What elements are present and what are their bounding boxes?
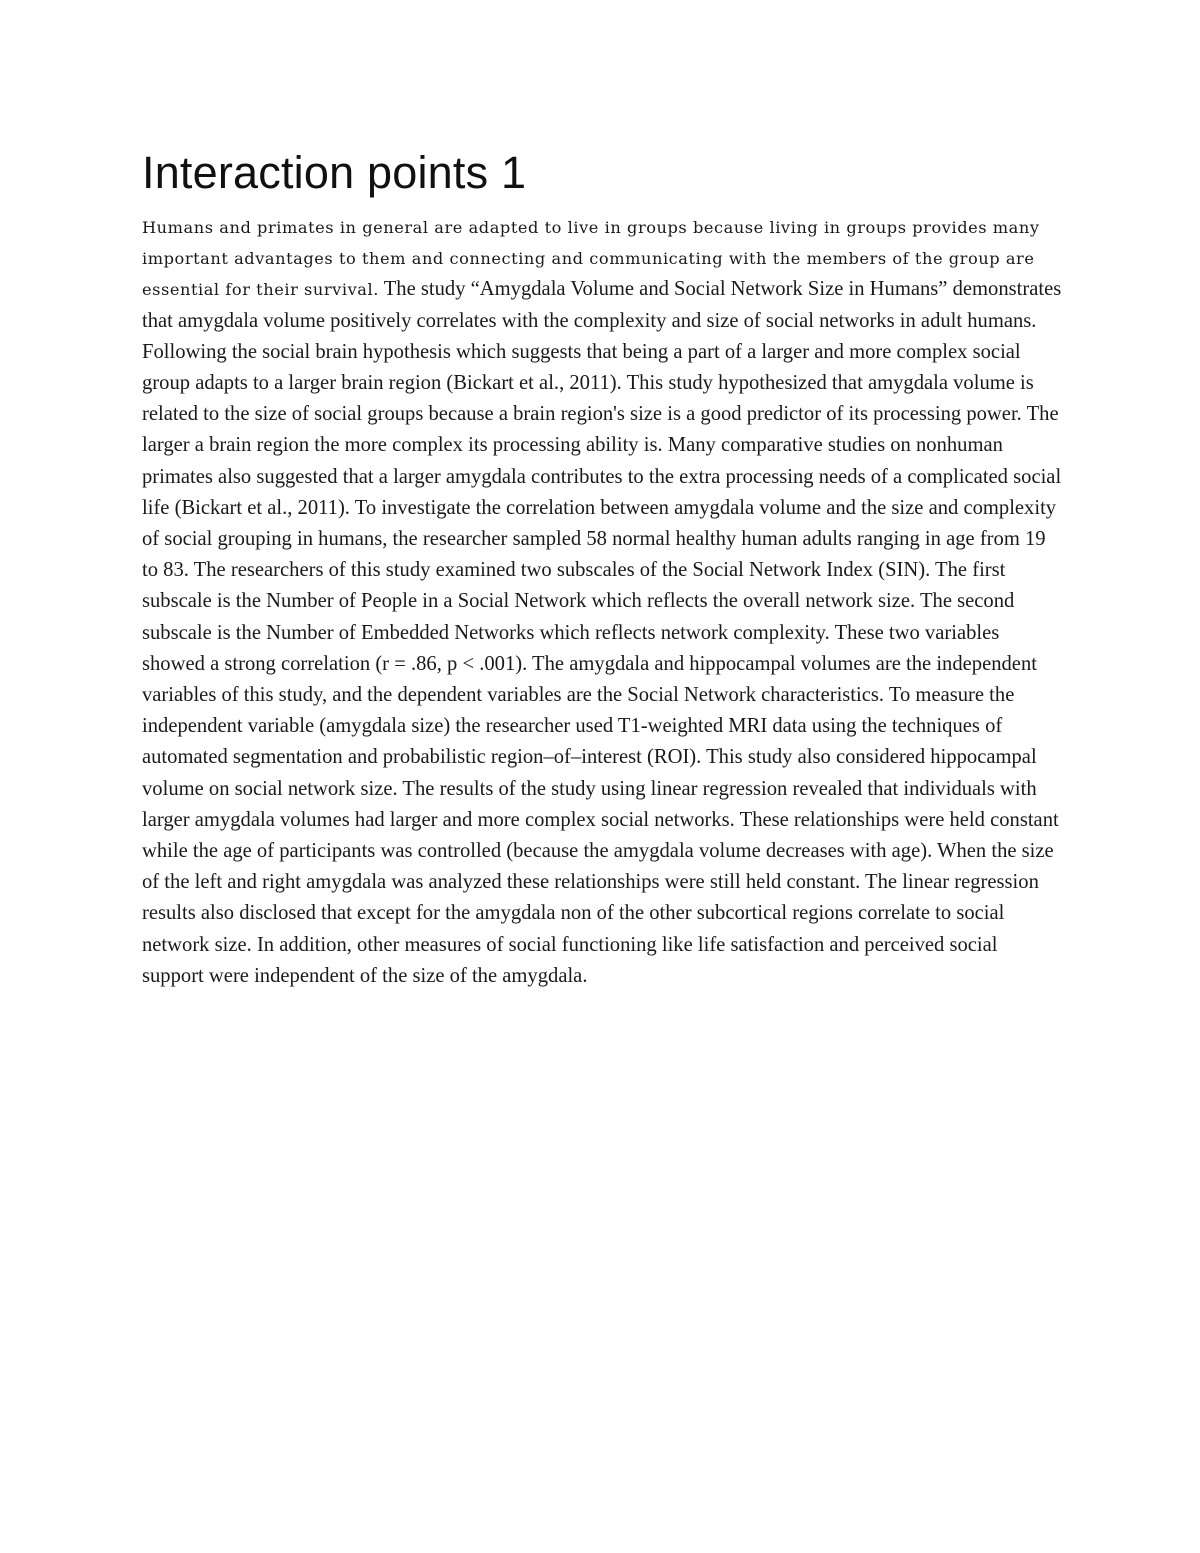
document-title: Interaction points 1 xyxy=(142,147,527,198)
body-text-part-1: Humans and primates in general are adapted to live in groups because living in groups provides many important advantages to them and connecting and communicating with the members of the group are essential for their survival. xyxy=(142,218,1040,300)
body-text-part-2: The study “Amygdala Volume and Social Network Size in Humans” demonstrates that amygdala volume positively correlates with the complexity and size of social networks in adult humans. Following the social brain hypothesis which suggests that being a part of a larger and more complex social group adapts to a larger brain region (Bickart et al., 2011). This study hypothesized that amygdala volume is related to the size of social groups because a brain region's size is a good predictor of its processing power. The larger a brain region the more complex its processing ability is. Many comparative studies on nonhuman primates also suggested that a larger amygdala contributes to the extra processing needs of a complicated social life (Bickart et al., 2011). To investigate the correlation between amygdala volume and the size and complexity of social grouping in humans, the researcher sampled 58 normal healthy human adults ranging in age from 19 to 83. The researchers of this study examined two subscales of the Social Network Index (SIN). The first subscale is the Number of People in a Social Network which reflects the overall network size. The second subscale is the Number of Embedded Networks which reflects network complexity. These two variables showed a strong correlation (r = .86, p < .001). The amygdala and hippocampal volumes are the independent variables of this study, and the dependent variables are the Social Network characteristics. To measure the independent variable (amygdala size) the researcher used T1-weighted MRI data using the techniques of automated segmentation and probabilistic region–of–interest (ROI). This study also considered hippocampal volume on social network size. The results of the study using linear regression revealed that individuals with larger amygdala volumes had larger and more complex social networks. These relationships were held constant while the age of participants was controlled (because the amygdala volume decreases with age). When the size of the left and right amygdala was analyzed these relationships were still held constant. The linear regression results also disclosed that except for the amygdala non of the other subcortical regions correlate to social network size. In addition, other measures of social functioning like life satisfaction and perceived social support were independent of the size of the amygdala. xyxy=(142,278,1062,987)
body-paragraph xyxy=(142,212,1062,992)
document-content xyxy=(142,142,1062,992)
